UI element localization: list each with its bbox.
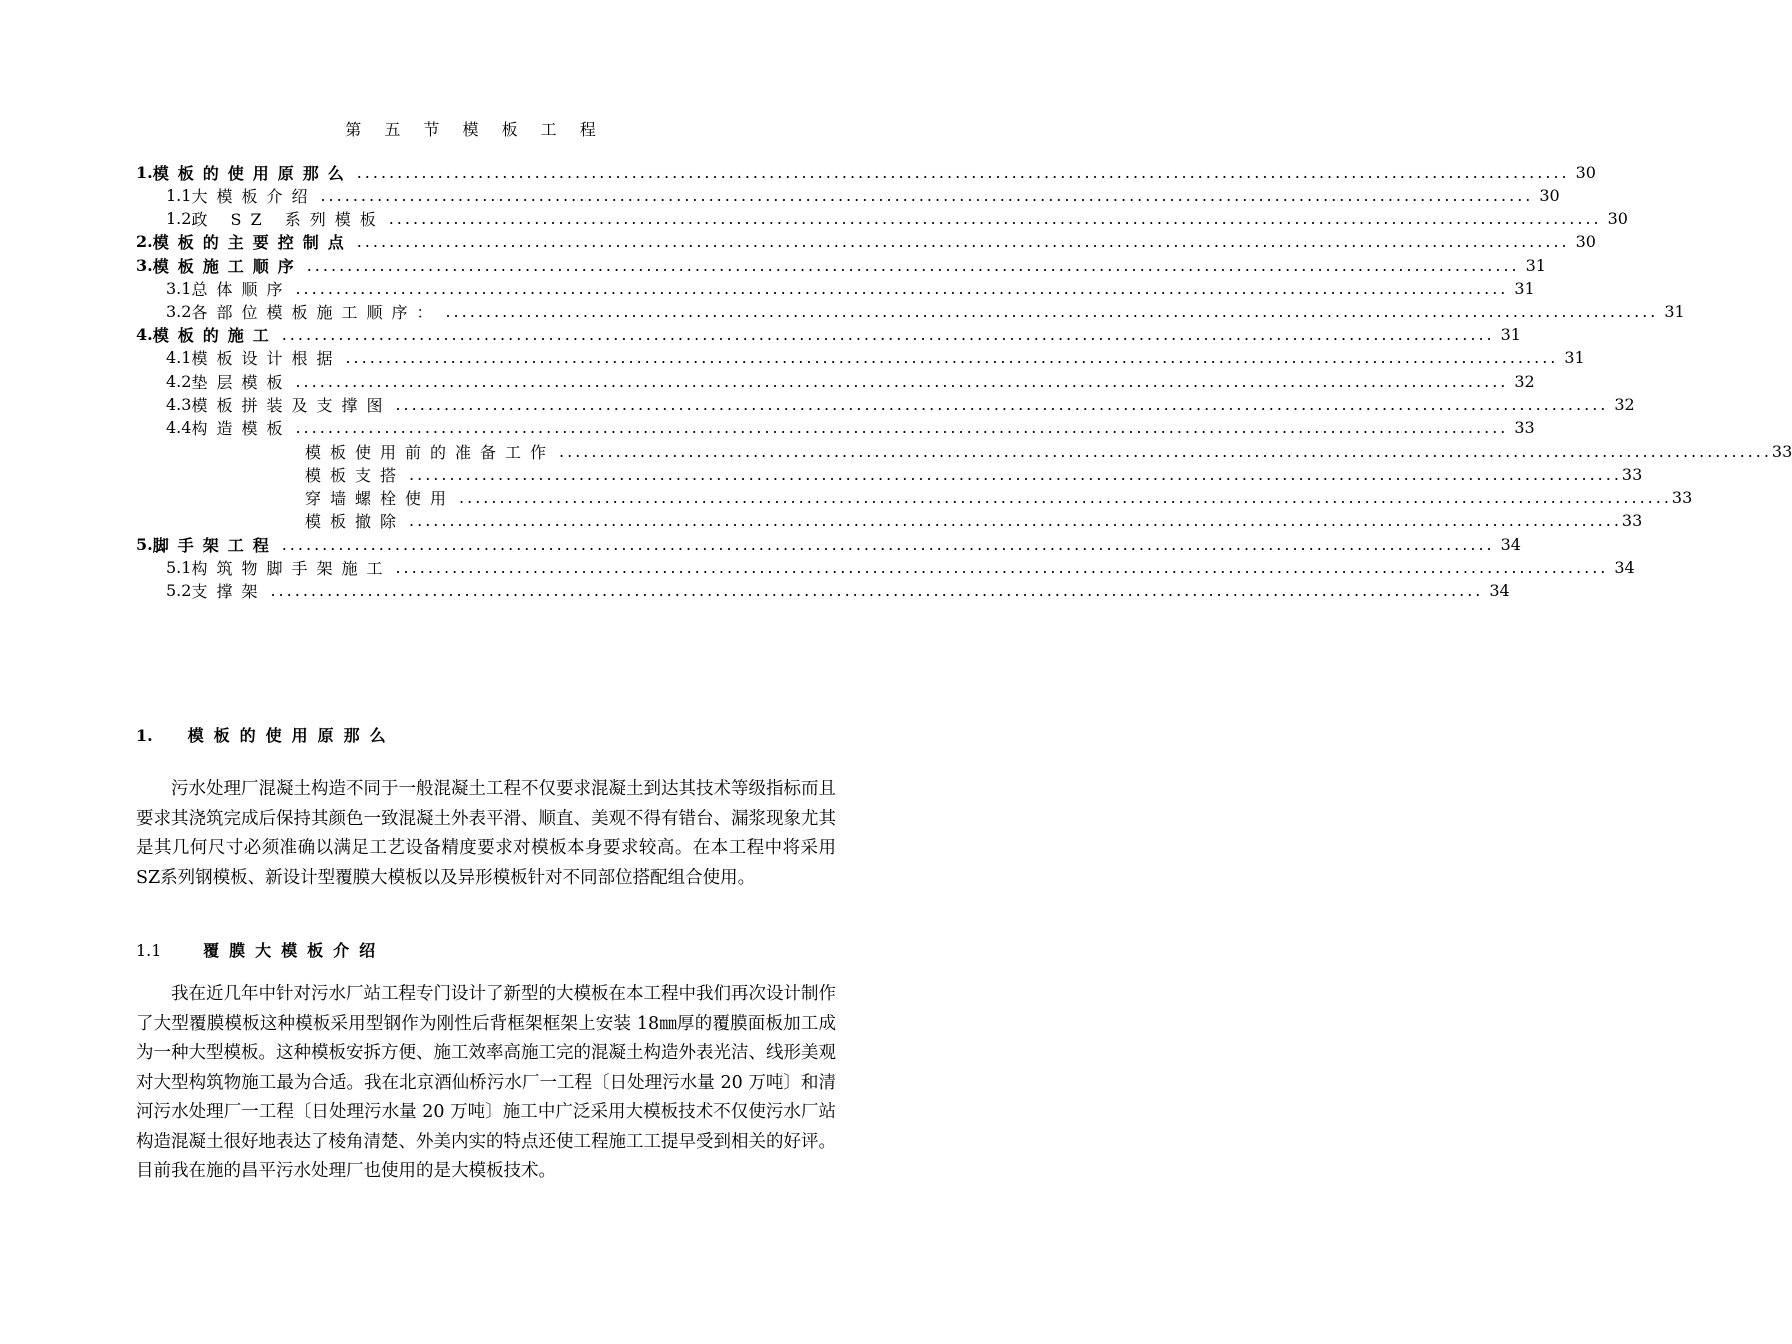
toc-entry	[166, 207, 1628, 229]
toc-entry-text: 脚手架工程	[152, 535, 278, 555]
toc-entry-number: 4.	[136, 324, 153, 344]
toc-entry	[166, 556, 1635, 578]
toc-entry-text: 大模板介绍	[191, 186, 317, 206]
toc-entry-text: 构造模板	[191, 418, 292, 438]
toc-entry	[136, 323, 1521, 345]
toc-entry-page: 32	[1614, 394, 1635, 414]
toc-leader-dots: ......................................................................................................................................................	[306, 255, 1520, 275]
toc-entry	[136, 533, 1521, 555]
toc-entry-number: 5.	[136, 534, 153, 554]
toc-entry-page: 34	[1614, 557, 1635, 577]
toc-entry-page: 33	[1514, 417, 1535, 437]
toc-leader-dots: ......................................................................................................................................................	[445, 301, 1659, 321]
toc-entry-page: 30	[1575, 162, 1596, 182]
toc-entry-text: 模板设计根据	[191, 348, 342, 368]
toc-entry-number: 3.1	[166, 278, 192, 298]
section-heading	[136, 723, 396, 746]
toc-entry	[305, 509, 1643, 531]
toc-entry-number: 5.2	[166, 580, 192, 600]
toc-leader-dots: ......................................................................................................................................................	[320, 185, 1534, 205]
toc-entry-text: 模板的主要控制点	[152, 232, 353, 252]
toc-entry-text: 总体顺序	[191, 279, 292, 299]
toc-entry-number: 4.1	[166, 347, 192, 367]
toc-entry-page: 34	[1489, 580, 1510, 600]
toc-entry-number: 1.2	[166, 208, 192, 228]
toc-entry-page: 30	[1607, 208, 1628, 228]
toc-entry	[166, 416, 1535, 438]
toc-entry-text: 模板施工顺序	[152, 256, 303, 276]
toc-leader-dots: ......................................................................................................................................................	[345, 347, 1559, 367]
toc-entry-number: 1.	[136, 162, 153, 182]
toc-entry	[166, 370, 1535, 392]
toc-leader-dots: ......................................................................................................................................................	[295, 278, 1509, 298]
toc-leader-dots: ......................................................................................................................................................	[395, 557, 1609, 577]
toc-leader-dots: ......................................................................................................................................................	[395, 394, 1609, 414]
toc-entry-text: 垫层模板	[191, 372, 292, 392]
toc-entry	[136, 254, 1546, 276]
toc-leader-dots: ......................................................................................................................................................	[388, 208, 1602, 228]
toc-leader-dots: ......................................................................................................................................................	[409, 510, 1622, 530]
toc-entry-page: 31	[1514, 278, 1535, 298]
toc-leader-dots: ......................................................................................................................................................	[356, 162, 1570, 182]
toc-entry-text: 模板支搭	[305, 465, 406, 485]
toc-entry	[166, 300, 1685, 322]
toc-entry-page: 31	[1500, 324, 1521, 344]
toc-entry	[166, 393, 1635, 415]
body-paragraph: 污水处理厂混凝土构造不同于一般混凝土工程不仅要求混凝土到达其技术等级指标而且要求其浇筑完成后保持其颜色一致混凝土外表平滑、顺直、美观不得有错台、漏浆现象尤其是其几何尺寸必须准确以满足工艺设备精度要求对模板本身要求较高。在本工程中将采用SZ系列钢模板、新设计型覆膜大模板以及异形模板针对不同部位搭配组合使用。	[136, 779, 836, 888]
toc-entry-number: 3.2	[166, 301, 192, 321]
toc-entry-page: 33	[1671, 487, 1693, 507]
toc-entry	[136, 230, 1596, 252]
toc-entry-page: 30	[1575, 231, 1596, 251]
toc-entry-text: 构筑物脚手架施工	[191, 558, 392, 578]
toc-entry-number: 1.1	[166, 185, 192, 205]
toc-leader-dots: ......................................................................................................................................................	[281, 534, 1495, 554]
toc-leader-dots: ......................................................................................................................................................	[409, 464, 1622, 484]
toc-entry-page: 31	[1564, 347, 1585, 367]
toc-entry-text: 模板拼装及支撑图	[191, 395, 392, 415]
toc-entry-page: 33	[1771, 441, 1792, 461]
page-title: 第 五 节 模 板 工 程	[345, 120, 605, 139]
toc-entry-page: 30	[1539, 185, 1560, 205]
toc-leader-dots: ......................................................................................................................................................	[270, 580, 1484, 600]
toc-entry-text: 模板使用前的准备工作	[305, 442, 556, 462]
toc-entry	[305, 463, 1643, 485]
toc-entry-text: 模板的施工	[152, 325, 278, 345]
toc-entry-number: 3.	[136, 255, 153, 275]
toc-entry	[166, 579, 1510, 601]
toc-entry-page: 31	[1664, 301, 1685, 321]
toc-leader-dots: ......................................................................................................................................................	[295, 371, 1509, 391]
toc-entry-text: 政 SZ 系列模板	[191, 209, 385, 229]
toc-entry-page: 34	[1500, 534, 1521, 554]
toc-entry-page: 33	[1621, 464, 1643, 484]
subsection-heading	[136, 938, 385, 961]
toc-entry-number: 4.3	[166, 394, 192, 414]
subsection-heading-text: 覆膜大模板介绍	[203, 941, 386, 960]
toc-entry	[305, 486, 1693, 508]
toc-leader-dots: ......................................................................................................................................................	[281, 324, 1495, 344]
toc-leader-dots: ......................................................................................................................................................	[295, 417, 1509, 437]
toc-leader-dots: ......................................................................................................................................................	[356, 231, 1570, 251]
toc-entry-number: 4.2	[166, 371, 192, 391]
toc-entry	[136, 161, 1596, 183]
toc-entry	[166, 184, 1560, 206]
toc-entry	[305, 440, 1792, 462]
toc-entry-page: 32	[1514, 371, 1535, 391]
section-heading-number: 1.	[136, 726, 153, 745]
toc-entry-page: 31	[1525, 255, 1546, 275]
toc-entry-number: 5.1	[166, 557, 192, 577]
toc-entry-text: 支撑架	[191, 581, 267, 601]
toc-entry-text: 穿墙螺栓使用	[305, 488, 456, 508]
section-heading-text: 模板的使用原那么	[187, 726, 396, 745]
toc-entry-number: 2.	[136, 231, 153, 251]
toc-entry-number: 4.4	[166, 417, 192, 437]
toc-leader-dots: ......................................................................................................................................................	[459, 487, 1672, 507]
toc-leader-dots: ......................................................................................................................................................	[559, 441, 1772, 461]
table-of-contents	[0, 0, 1792, 610]
toc-entry-text: 模板的使用原那么	[152, 163, 353, 183]
toc-entry-page: 33	[1621, 510, 1643, 530]
subsection-heading-number: 1.1	[136, 941, 162, 960]
body-paragraph: 我在近几年中针对污水厂站工程专门设计了新型的大模板在本工程中我们再次设计制作了大型覆膜模板这种模板采用型钢作为刚性后背框架框架上安装 18㎜厚的覆膜面板加工成为一种大型模板。这种模板安拆方便、施工效率高施工完的混凝土构造外表光洁、线形美观对大型构筑物施工最为合适。我在北京酒仙桥污水厂一工程〔日处理污水量 20 万吨〕和清河污水处理厂一工程〔日处理污水量 20 万吨〕施工中广泛采用大模板技术不仅使污水厂站构造混凝土很好地表达了棱角清楚、外美内实的特点还使工程施工工提早受到相关的好评。目前我在施的昌平污水处理厂也使用的是大模板技术。	[136, 984, 836, 1181]
toc-entry	[166, 277, 1535, 299]
toc-entry-text: 各部位模板施工顺序：	[191, 302, 442, 322]
toc-entry	[166, 346, 1585, 368]
toc-entry-text: 模板撤除	[305, 511, 406, 531]
